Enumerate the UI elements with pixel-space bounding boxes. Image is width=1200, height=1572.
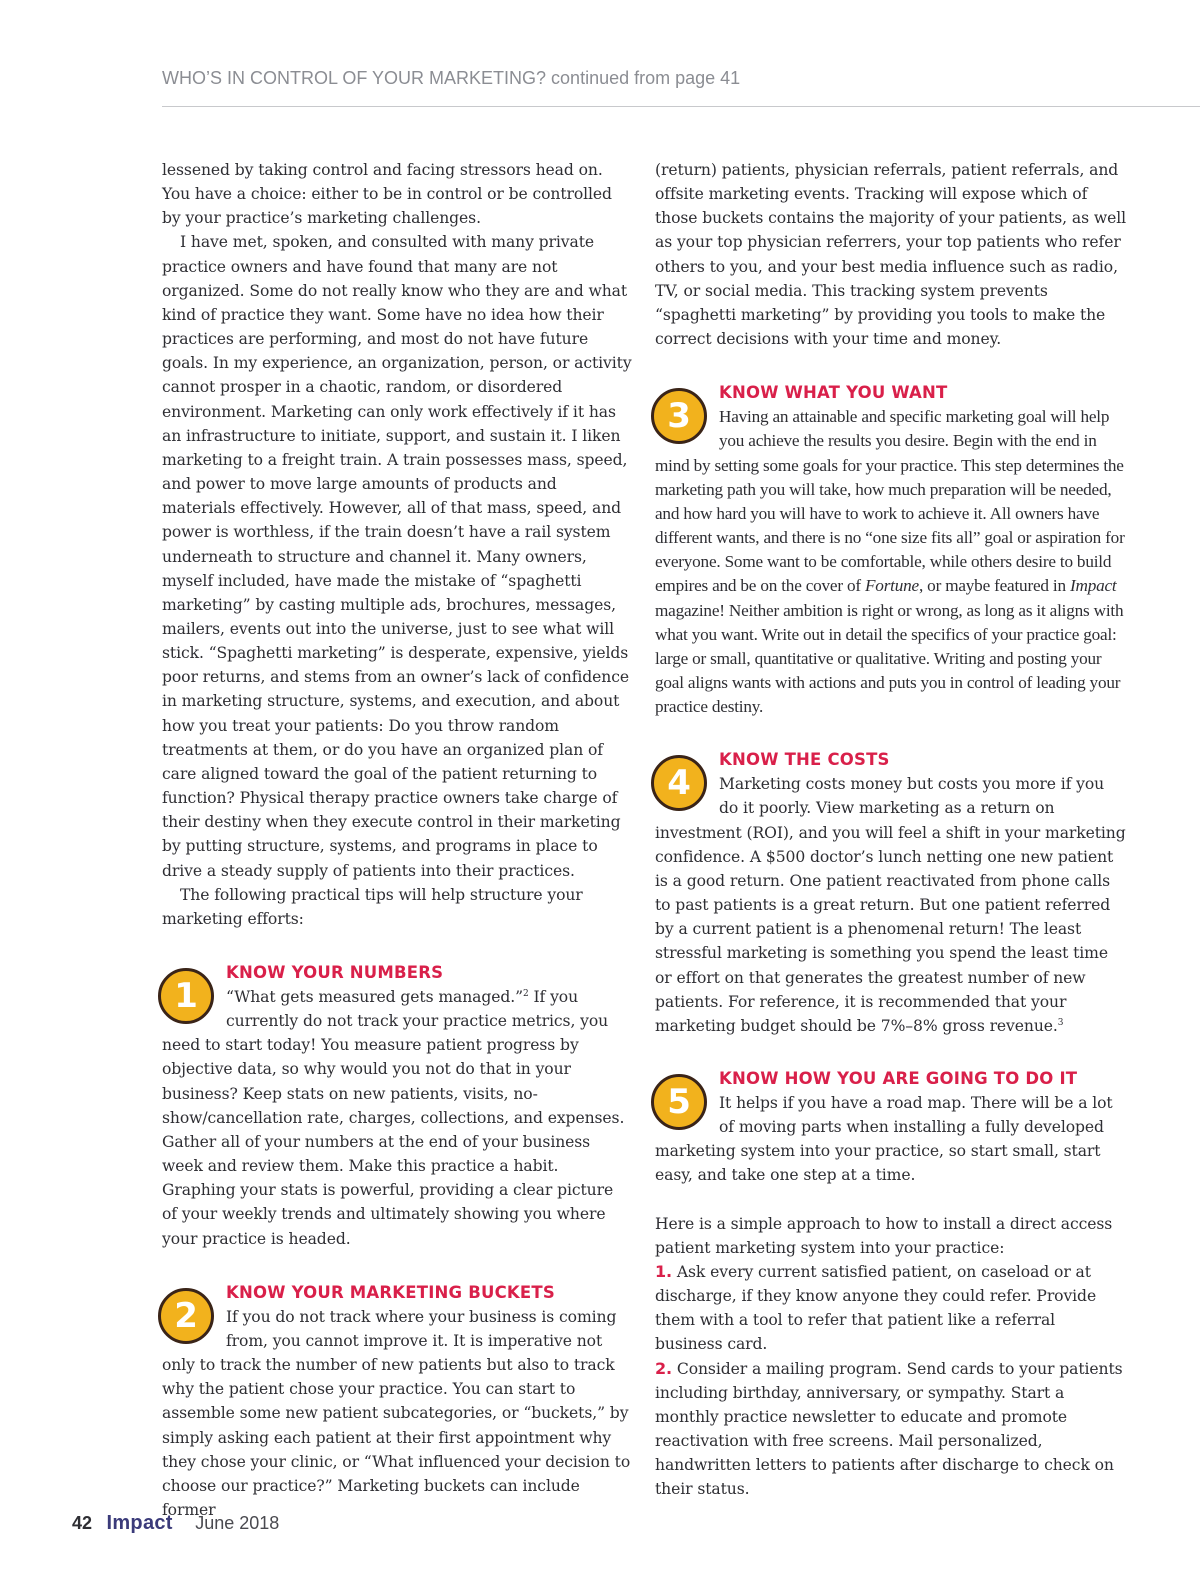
- step-1: [162, 961, 632, 1251]
- page-number: 42: [72, 1513, 93, 1533]
- numbered-item: [655, 1357, 1127, 1502]
- step-title: KNOW WHAT YOU WANT: [719, 383, 948, 403]
- step-number-badge: 1: [158, 968, 214, 1024]
- step-body-text: , or maybe featured in: [918, 576, 1070, 596]
- step-body-text: “What gets measured gets managed.”: [226, 988, 523, 1006]
- header-rule: [162, 106, 1200, 107]
- step-body: [655, 772, 1127, 1038]
- step-body-text: Having an attainable and specific marketing goal will help you achieve the results you desire. Begin with the end in mind by setting some goals for your practice. This step determines the marketing path you will take, how much preparation will be needed, and how hard you will have to work to achieve it. All owners have different wants, and there is no “one size fits all” goal or aspiration for everyone. Some want to be comfortable, while others desire to build empires and be on the cover of: [655, 407, 1125, 596]
- step-number-badge: 3: [651, 388, 707, 444]
- right-column: [655, 158, 1127, 1502]
- step-3: [655, 381, 1127, 719]
- step-body: If you do not track where your business is coming from, you cannot improve it. It is imperative not only to track the number of new patients but also to track why the patient chose your practice. You can start to assemble some new patient subcategories, or “buckets,” by simply asking each patient at their first appointment why they chose your clinic, or “What influenced your decision to choose our practice?” Marketing buckets can include former: [162, 1307, 631, 1519]
- paragraph: I have met, spoken, and consulted with many private practice owners and have found that many are not organized. Some do not really know who they are and what kind of practice they want. Some have no idea how their practices are performing, and most do not have future goals. In my experience, an organization, person, or activity cannot prosper in a chaotic, random, or disordered environment. Marketing can only work effectively if it has an infrastructure to initiate, support, and sustain it. I liken marketing to a freight train. A train possesses mass, speed, and power to move large amounts of products and materials effectively. However, all of that mass, speed, and power is worthless, if the train doesn’t have a rail system underneath to structure and channel it. Many owners, myself included, have made the mistake of “spaghetti marketing” by casting multiple ads, brochures, messages, mailers, events out into the universe, just to see what will stick. “Spaghetti marketing” is desperate, expensive, yields poor returns, and stems from an owner’s lack of confidence in marketing structure, systems, and execution, and about how you treat your patients: Do you throw random treatments at them, or do you have an organized plan of care aligned toward the goal of the patient returning to function? Physical therapy practice owners take charge of their destiny when they execute control in their marketing by putting structure, systems, and programs in place to drive a steady supply of patients into their practices.: [162, 233, 632, 880]
- step-title: KNOW HOW YOU ARE GOING TO DO IT: [719, 1069, 1078, 1088]
- footnote-ref: 3: [1057, 1017, 1064, 1028]
- item-number: 1.: [655, 1261, 673, 1281]
- step-body: [655, 405, 1127, 719]
- item-number: 2.: [655, 1358, 673, 1378]
- footnote-ref: 2: [523, 989, 529, 999]
- issue-date: June 2018: [195, 1513, 280, 1533]
- paragraph: (return) patients, physician referrals, patient referrals, and offsite marketing events. Tracking will expose which of those buckets contains the majority of your patients, as well as your top physician referrers, your top patients who refer others to you, and your best media influence such as radio, TV, or social media. This tracking system prevents “spaghetti marketing” by providing you tools to make the correct decisions with your time and money.: [655, 161, 1127, 349]
- emphasis: Fortune: [865, 576, 919, 596]
- step-number-badge: 5: [651, 1074, 707, 1130]
- step-title: KNOW YOUR MARKETING BUCKETS: [226, 1282, 555, 1302]
- step-body: [162, 985, 632, 1251]
- step-number-badge: 4: [651, 755, 707, 811]
- paragraph: The following practical tips will help structure your marketing efforts:: [162, 885, 583, 928]
- step-4: [655, 748, 1127, 1038]
- numbered-item: [655, 1260, 1127, 1357]
- step-body-text: If you currently do not track your practice metrics, you need to start today! You measure patient progress by objective data, so why would you not do that in your business? Keep stats on new patients, visits, no-show/cancellation rate, charges, collections, and expenses. Gather all of your numbers at the end of your business week and review them. Make this practice a habit. Graphing your stats is powerful, providing a clear picture of your weekly trends and ultimately showing you where your practice is headed.: [162, 988, 625, 1248]
- spacer: [655, 1188, 1127, 1212]
- item-text: Consider a mailing program. Send cards to your patients including birthday, anniversary, or sympathy. Start a monthly practice newsletter to educate and promote reactivation with free screens. Mail personalized, handwritten letters to patients after discharge to check on their status.: [655, 1359, 1123, 1499]
- item-text: Ask every current satisfied patient, on caseload or at discharge, if they know anyone they could refer. Provide them with a tool to refer that patient like a referral business card.: [655, 1262, 1097, 1354]
- step-title: KNOW YOUR NUMBERS: [226, 963, 444, 982]
- step-body-text: magazine! Neither ambition is right or wrong, as long as it aligns with what you want. Write out in detail the specifics of your practice goal: large or small, quantitative or qualitative. Writing and posting your goal aligns wants with actions and puts you in control of leading your practice destiny.: [655, 600, 1124, 717]
- running-head-continued: continued from page 41: [551, 68, 741, 88]
- running-head: [162, 68, 740, 89]
- step-5: [655, 1067, 1127, 1188]
- page-footer: [72, 1512, 279, 1535]
- emphasis: Impact: [1069, 576, 1117, 596]
- step-body-text: Marketing costs money but costs you more if you do it poorly. View marketing as a return on investment (ROI), and you will feel a shift in your marketing confidence. A $500 doctor’s lunch netting one new patient is a good return. One patient reactivated from phone calls to past patients is a great return. But one patient referred by a current patient is a phenomenal return! The least stressful marketing is something you spend the least time or effort on that generates the greatest number of new patients. For reference, it is recommended that your marketing budget should be 7%–8% gross revenue.: [655, 775, 1126, 1035]
- paragraph: lessened by taking control and facing stressors head on. You have a choice: either to be in control or be controlled by your practice’s marketing challenges.: [162, 161, 612, 228]
- step-title: KNOW THE COSTS: [719, 750, 890, 770]
- running-head-title: WHO’S IN CONTROL OF YOUR MARKETING?: [162, 68, 547, 88]
- left-column: [162, 158, 632, 1522]
- magazine-brand: Impact: [106, 1512, 173, 1534]
- step-body: It helps if you have a road map. There will be a lot of moving parts when installing a fully developed marketing system into your practice, so start small, start easy, and take one step at a time.: [655, 1094, 1113, 1185]
- step-2: [162, 1281, 632, 1522]
- paragraph: Here is a simple approach to how to install a direct access patient marketing system into your practice:: [655, 1214, 1113, 1257]
- step-number-badge: 2: [158, 1288, 214, 1344]
